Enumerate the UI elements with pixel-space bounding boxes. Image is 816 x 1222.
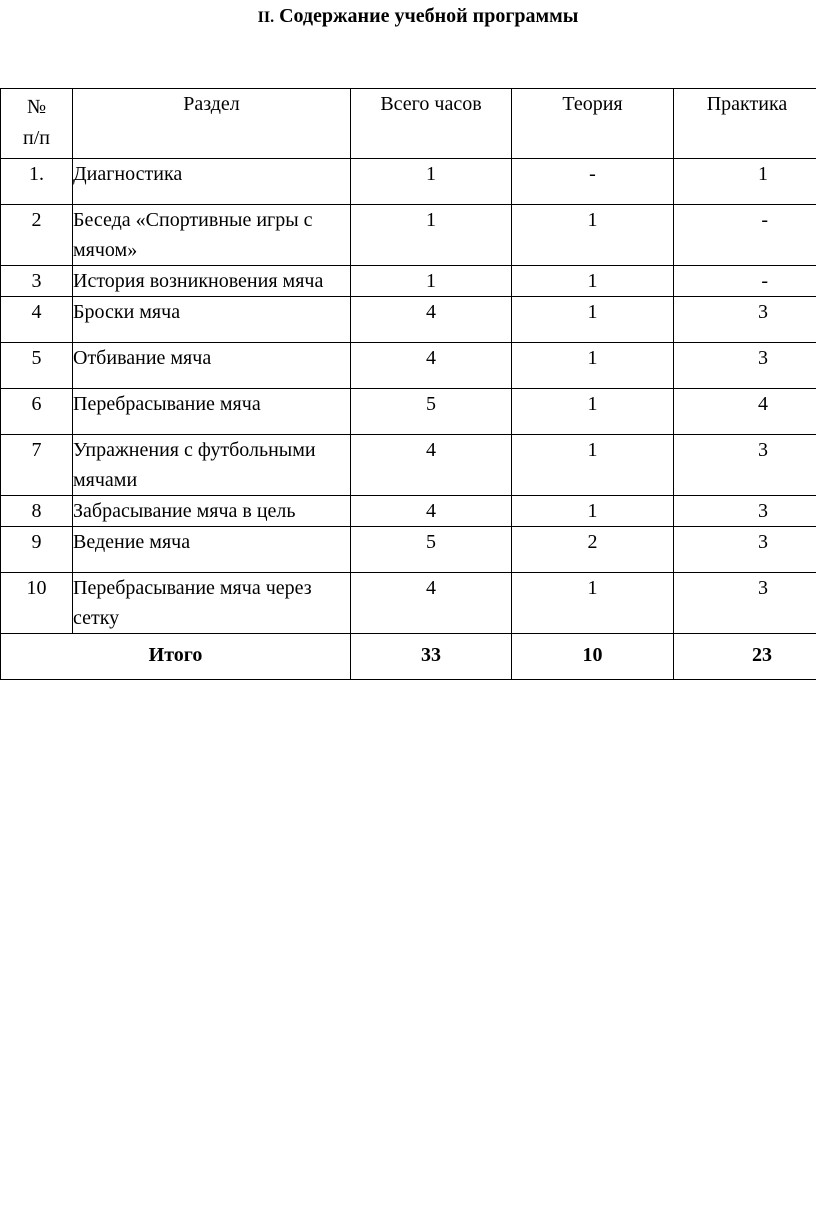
- cell-section: Отбивание мяча: [73, 343, 351, 389]
- cell-total: 4: [351, 297, 512, 343]
- cell-number: 9: [1, 527, 73, 573]
- cell-section: История возникновения мяча: [73, 266, 351, 297]
- cell-number: 3: [1, 266, 73, 297]
- cell-number: 1.: [1, 159, 73, 205]
- total-practice-sum: 23: [674, 634, 816, 680]
- cell-number: 7: [1, 435, 73, 496]
- cell-section: Диагностика: [73, 159, 351, 205]
- cell-number: 5: [1, 343, 73, 389]
- total-label: Итого: [1, 634, 351, 680]
- table-row: [1, 435, 816, 496]
- cell-section: Ведение мяча: [73, 527, 351, 573]
- total-hours-sum: 33: [351, 634, 512, 680]
- cell-theory: 1: [512, 297, 674, 343]
- cell-total: 4: [351, 343, 512, 389]
- table-row: [1, 389, 816, 435]
- table-row: [1, 266, 816, 297]
- cell-theory: 1: [512, 205, 674, 266]
- cell-total: 1: [351, 205, 512, 266]
- cell-number: 8: [1, 496, 73, 527]
- table-row: [1, 205, 816, 266]
- cell-theory: 1: [512, 266, 674, 297]
- cell-practice: 1: [674, 159, 816, 205]
- header-number: № п/п: [1, 89, 73, 159]
- cell-total: 4: [351, 435, 512, 496]
- cell-total: 5: [351, 389, 512, 435]
- table-total-row: [1, 634, 816, 680]
- curriculum-table: [0, 88, 816, 680]
- cell-total: 1: [351, 159, 512, 205]
- table-row: [1, 297, 816, 343]
- table-row: [1, 159, 816, 205]
- cell-total: 5: [351, 527, 512, 573]
- cell-practice: 3: [674, 496, 816, 527]
- cell-practice: 3: [674, 435, 816, 496]
- table-row: [1, 343, 816, 389]
- table-row: [1, 573, 816, 634]
- cell-section: Перебрасывание мяча: [73, 389, 351, 435]
- cell-number: 10: [1, 573, 73, 634]
- cell-theory: 1: [512, 343, 674, 389]
- cell-practice: -: [674, 266, 816, 297]
- cell-section: Забрасывание мяча в цель: [73, 496, 351, 527]
- cell-practice: 3: [674, 573, 816, 634]
- cell-theory: 1: [512, 496, 674, 527]
- table-row: [1, 496, 816, 527]
- cell-theory: 1: [512, 389, 674, 435]
- header-practice: Практика: [674, 89, 816, 159]
- header-theory: Теория: [512, 89, 674, 159]
- cell-theory: 2: [512, 527, 674, 573]
- cell-practice: 4: [674, 389, 816, 435]
- cell-practice: 3: [674, 343, 816, 389]
- cell-section: Упражнения с футбольными мячами: [73, 435, 351, 496]
- cell-practice: 3: [674, 527, 816, 573]
- cell-practice: -: [674, 205, 816, 266]
- total-theory-sum: 10: [512, 634, 674, 680]
- header-total-hours: Всего часов: [351, 89, 512, 159]
- cell-section: Броски мяча: [73, 297, 351, 343]
- cell-theory: 1: [512, 435, 674, 496]
- cell-total: 4: [351, 573, 512, 634]
- cell-number: 4: [1, 297, 73, 343]
- cell-theory: -: [512, 159, 674, 205]
- cell-number: 6: [1, 389, 73, 435]
- cell-theory: 1: [512, 573, 674, 634]
- table-row: [1, 527, 816, 573]
- cell-total: 4: [351, 496, 512, 527]
- table-header-row: [1, 89, 816, 159]
- header-section: Раздел: [73, 89, 351, 159]
- title-text: Содержание учебной программы: [274, 5, 579, 27]
- page-title: [0, 3, 816, 31]
- cell-section: Перебрасывание мяча через сетку: [73, 573, 351, 634]
- cell-number: 2: [1, 205, 73, 266]
- title-section-number: II.: [257, 9, 275, 26]
- cell-total: 1: [351, 266, 512, 297]
- cell-practice: 3: [674, 297, 816, 343]
- cell-section: Беседа «Спортивные игры с мячом»: [73, 205, 351, 266]
